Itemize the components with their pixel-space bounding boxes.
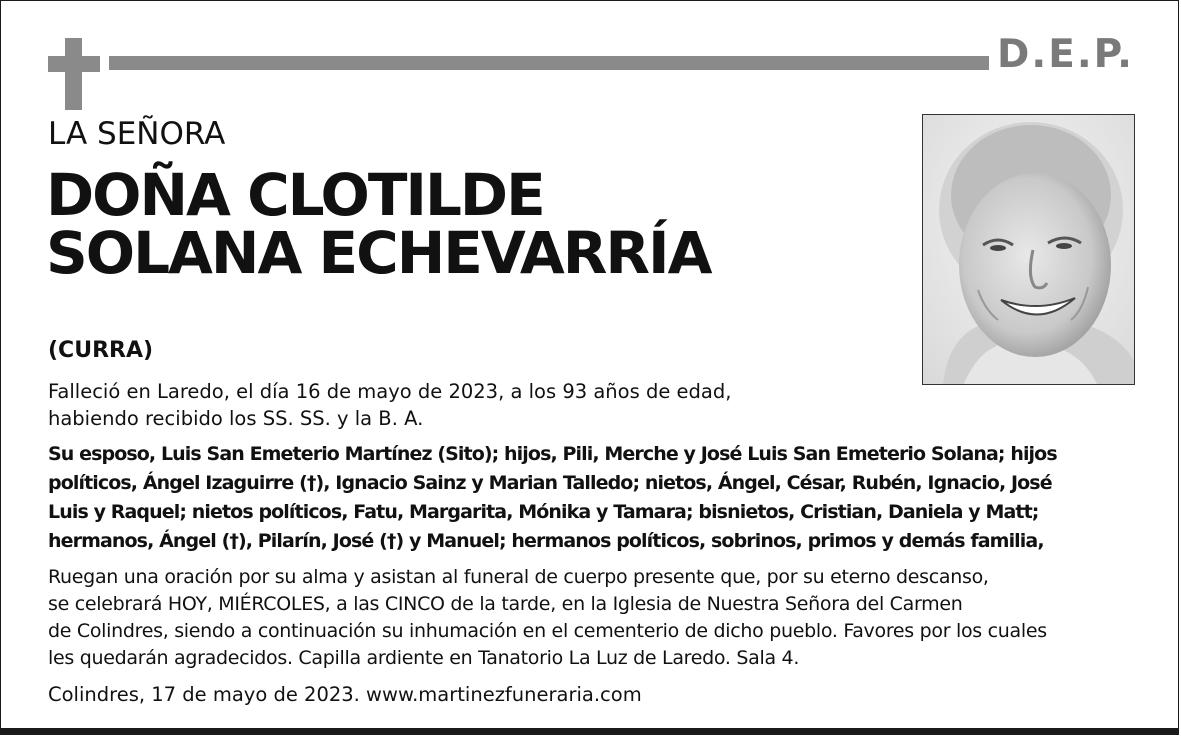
- family-line: políticos, Ángel Izaguirre (†), Ignacio Sainz y Marian Talledo; nietos, Ángel, César, Rubén, Ignacio, José: [48, 472, 1052, 494]
- bottom-bar: [1, 728, 1178, 734]
- nickname: (CURRA): [48, 338, 154, 363]
- family-line: Su esposo, Luis San Emeterio Martínez (Sito); hijos, Pili, Merche y José Luis San Emeterio Solana; hijos: [48, 443, 1057, 465]
- deceased-name: [46, 161, 711, 287]
- death-notice: [48, 378, 731, 432]
- dep-label: D.E.P.: [997, 32, 1134, 77]
- name-line: DOÑA CLOTILDE: [46, 161, 544, 229]
- closing-line: Colindres, 17 de mayo de 2023. www.martinezfuneraria.com: [48, 683, 642, 706]
- death-line: habiendo recibido los SS. SS. y la B. A.: [48, 407, 424, 430]
- prayer-line: se celebrará HOY, MIÉRCOLES, a las CINCO de la tarde, en la Iglesia de Nuestra Señora del Carmen: [48, 593, 963, 615]
- cross-icon: [48, 38, 100, 110]
- prayer-line: de Colindres, siendo a continuación su inhumación en el cementerio de dicho pueblo. Favores por los cuales: [48, 620, 1047, 642]
- header-rule: [109, 56, 989, 70]
- name-line: SOLANA ECHEVARRÍA: [46, 219, 711, 287]
- family-line: hermanos, Ángel (†), Pilarín, José (†) y Manuel; hermanos políticos, sobrinos, primos y demás familia,: [48, 530, 1044, 552]
- family-line: Luis y Raquel; nietos políticos, Fatu, Margarita, Mónika y Tamara; bisnietos, Cristian, Daniela y Matt;: [48, 501, 1039, 523]
- prayer-line: les quedarán agradecidos. Capilla ardiente en Tanatorio La Luz de Laredo. Sala 4.: [48, 647, 800, 669]
- family-list: [48, 440, 1057, 556]
- honorific: LA SEÑORA: [48, 116, 226, 152]
- prayer-line: Ruegan una oración por su alma y asistan al funeral de cuerpo presente que, por su eterno descanso,: [48, 566, 989, 588]
- funeral-details: [48, 564, 1047, 672]
- death-line: Falleció en Laredo, el día 16 de mayo de 2023, a los 93 años de edad,: [48, 380, 732, 403]
- portrait-photo: [922, 114, 1135, 385]
